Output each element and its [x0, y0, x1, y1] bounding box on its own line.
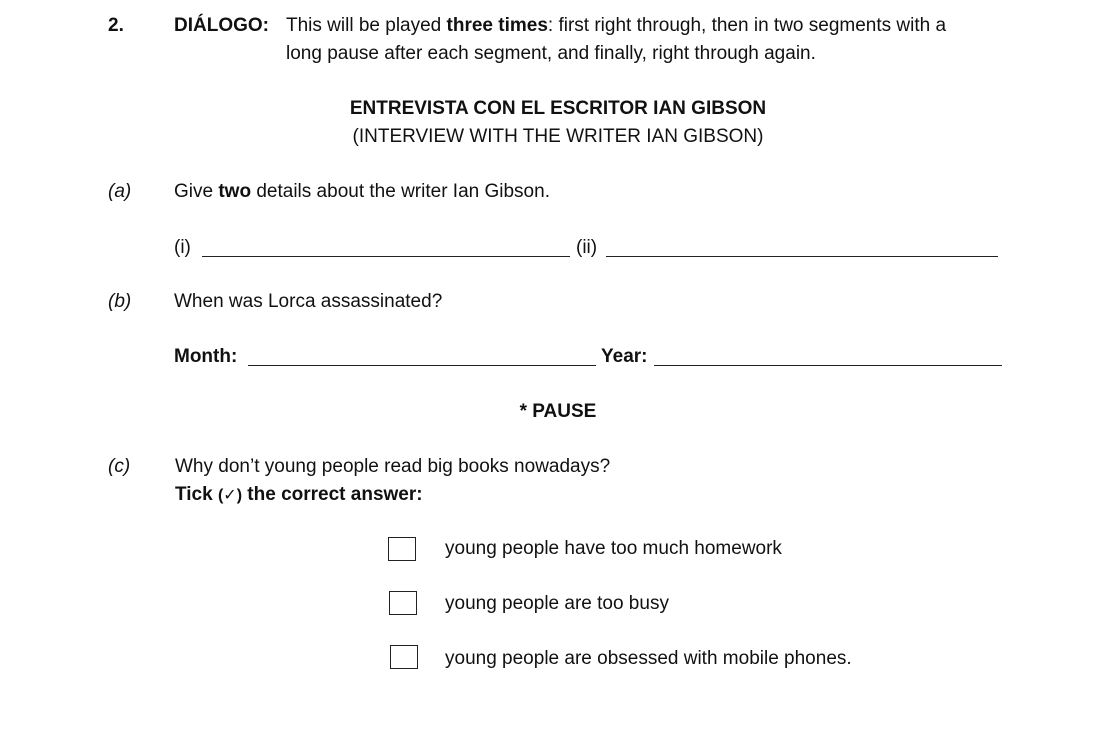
- heading-spanish: ENTREVISTA CON EL ESCRITOR IAN GIBSON: [349, 98, 767, 119]
- option-3-checkbox[interactable]: [390, 645, 418, 669]
- year-answer-line[interactable]: [654, 365, 1002, 366]
- answer-i-label: (i): [174, 237, 191, 258]
- part-a-label: (a): [108, 181, 132, 202]
- answer-i-line[interactable]: [202, 256, 570, 257]
- part-c-instruction: [175, 484, 423, 507]
- question-number: 2.: [108, 15, 124, 36]
- intro-pre: This will be played: [286, 15, 447, 36]
- instruction-post: the correct answer:: [242, 484, 423, 505]
- part-b-question: When was Lorca assassinated?: [174, 291, 443, 312]
- option-2-checkbox[interactable]: [389, 591, 417, 615]
- part-a-text-pre: Give: [174, 181, 219, 202]
- part-c-question: Why don’t young people read big books nowadays?: [175, 456, 611, 477]
- heading-english: (INTERVIEW WITH THE WRITER IAN GIBSON): [352, 126, 764, 147]
- question-intro-line2: long pause after each segment, and finally, right through again.: [286, 43, 816, 64]
- answer-ii-line[interactable]: [606, 256, 998, 257]
- pause-marker: * PAUSE: [519, 401, 597, 422]
- month-answer-line[interactable]: [248, 365, 596, 366]
- question-intro-line1: [286, 15, 946, 38]
- answer-ii-label: (ii): [576, 237, 598, 258]
- part-a-text-post: details about the writer Ian Gibson.: [251, 181, 550, 202]
- option-3-label: young people are obsessed with mobile phones.: [445, 648, 852, 669]
- part-c-label: (c): [108, 456, 131, 477]
- intro-post: : first right through, then in two segments with a: [547, 15, 947, 36]
- option-1-label: young people have too much homework: [445, 538, 782, 559]
- tick-mark-icon: (✓): [217, 487, 243, 504]
- option-2-label: young people are too busy: [445, 593, 669, 614]
- option-1-checkbox[interactable]: [388, 537, 416, 561]
- intro-bold: three times: [446, 15, 548, 36]
- month-label: Month:: [174, 346, 238, 367]
- part-b-label: (b): [108, 291, 132, 312]
- part-a-question: [174, 181, 550, 204]
- year-label: Year:: [601, 346, 648, 367]
- question-title: DIÁLOGO:: [174, 15, 269, 36]
- part-a-text-bold: two: [218, 181, 252, 202]
- instruction-pre: Tick: [175, 484, 218, 505]
